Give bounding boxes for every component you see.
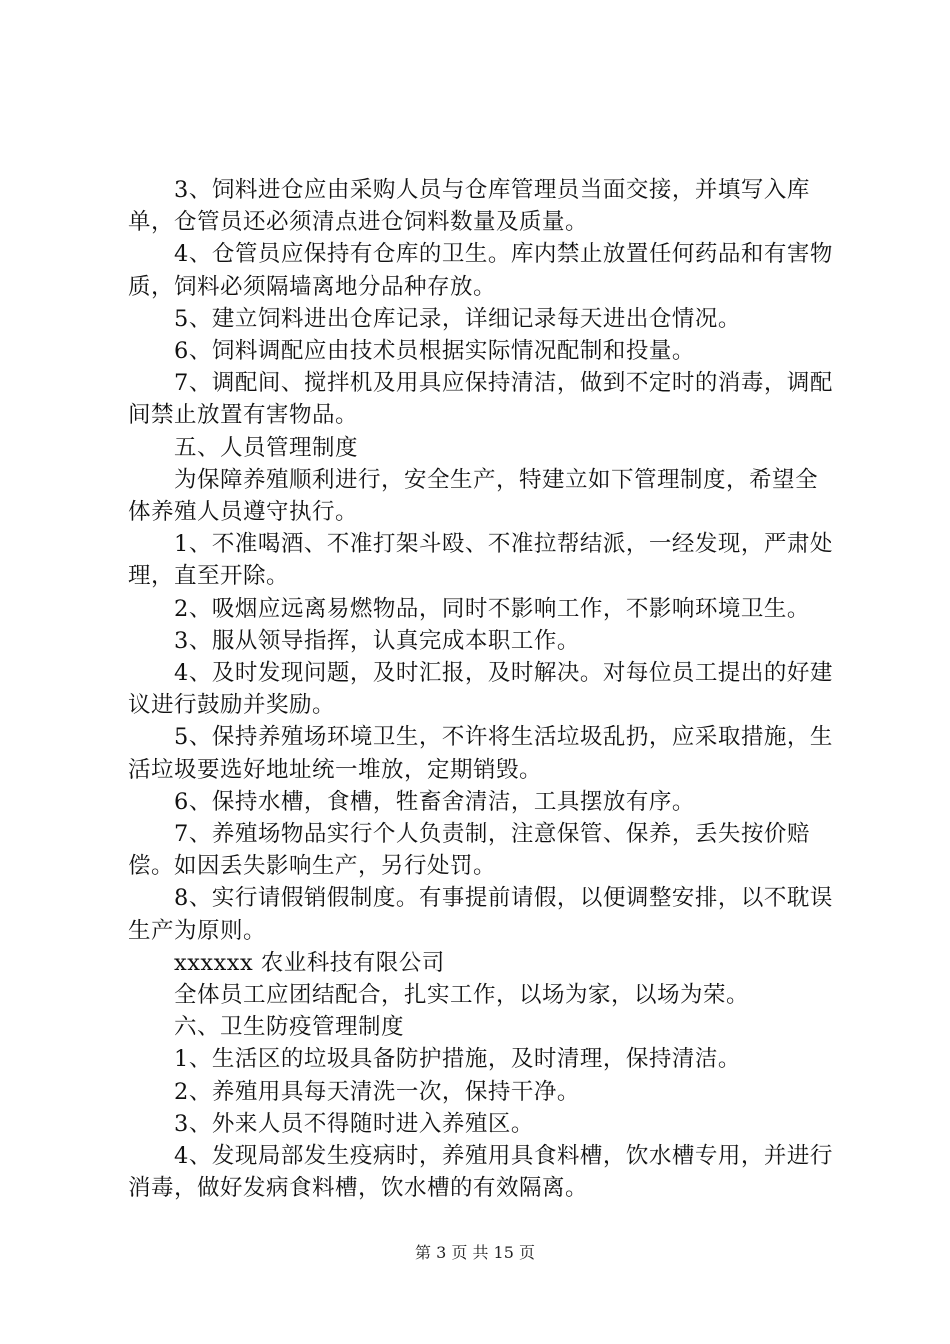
- section-heading: 六、卫生防疫管理制度: [174, 1014, 405, 1041]
- paragraph: 5、保持养殖场环境卫生，不许将生活垃圾乱扔，应采取措施，生活垃圾要选好地址统一堆放，定期销毁。: [128, 724, 833, 783]
- paragraph: 1、生活区的垃圾具备防护措施，及时清理，保持清洁。: [174, 1046, 741, 1073]
- paragraph: 3、饲料进仓应由采购人员与仓库管理员当面交接，并填写入库单，仓管员还必须清点进仓饲料数量及质量。: [128, 177, 810, 236]
- paragraph: 全体员工应团结配合，扎实工作，以场为家，以场为荣。: [174, 982, 750, 1009]
- paragraph: 7、养殖场物品实行个人负责制，注意保管、保养，丢失按价赔偿。如因丢失影响生产，另行处罚。: [128, 821, 810, 880]
- paragraph: 为保障养殖顺利进行，安全生产，特建立如下管理制度，希望全体养殖人员遵守执行。: [128, 466, 819, 526]
- paragraph: 2、吸烟应远离易燃物品，同时不影响工作，不影响环境卫生。: [174, 595, 810, 622]
- paragraph: 3、外来人员不得随时进入养殖区。: [174, 1110, 534, 1137]
- section-heading: 五、人员管理制度: [174, 434, 359, 461]
- paragraph: 4、发现局部发生疫病时，养殖用具食料槽，饮水槽专用，并进行消毒，做好发病食料槽，饮水槽的有效隔离。: [128, 1143, 833, 1202]
- paragraph: 8、实行请假销假制度。有事提前请假，以便调整安排，以不耽误生产为原则。: [128, 885, 833, 944]
- page-number-label: 第 3 页 共 15 页: [415, 1243, 535, 1262]
- document-body: [128, 174, 840, 1205]
- paragraph: 5、建立饲料进出仓库记录，详细记录每天进出仓情况。: [174, 305, 741, 332]
- paragraph: 6、保持水槽，食槽，牲畜舍清洁，工具摆放有序。: [174, 788, 695, 815]
- paragraph: 7、调配间、搅拌机及用具应保持清洁，做到不定时的消毒，调配间禁止放置有害物品。: [128, 370, 833, 429]
- company-name: xxxxxx 农业科技有限公司: [174, 949, 445, 976]
- paragraph: 2、养殖用具每天清洗一次，保持干净。: [174, 1078, 580, 1105]
- paragraph: 3、服从领导指挥，认真完成本职工作。: [174, 627, 580, 654]
- paragraph: 6、饲料调配应由技术员根据实际情况配制和投量。: [174, 338, 695, 365]
- paragraph: 4、仓管员应保持有仓库的卫生。库内禁止放置任何药品和有害物质，饲料必须隔墙离地分品种存放。: [128, 241, 833, 300]
- paragraph: 1、不准喝酒、不准打架斗殴、不准拉帮结派，一经发现，严肃处理，直至开除。: [128, 531, 833, 590]
- page-footer: [0, 1243, 950, 1263]
- paragraph: 4、及时发现问题，及时汇报，及时解决。对每位员工提出的好建议进行鼓励并奖励。: [128, 660, 833, 719]
